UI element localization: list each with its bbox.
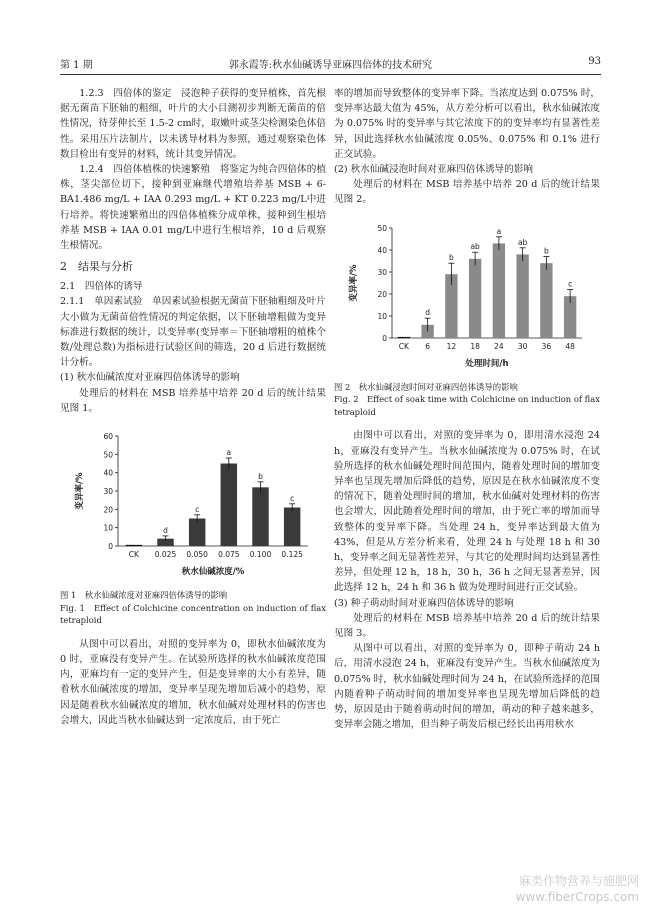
bar — [189, 519, 205, 547]
y-axis-title: 变异率/% — [349, 264, 359, 302]
y-tick-label: 50 — [103, 450, 113, 460]
section-1-2-3: 1.2.3 四倍体的鉴定 浸泡种子获得的变异植株，首先根据无菌苗下胚轴的粗细，叶片的大小目测初步判断无菌苗的倍性情况，待芽伸长至 1.5-2 cm时，取嫩叶或茎尖检测染色体倍性。采用压片法制片，以未诱导材料为参照，通过观察染色体数目检出有变异的材料，统计其变异情况。 — [60, 88, 326, 160]
x-tick-label: 6 — [425, 341, 431, 351]
bar — [284, 508, 300, 547]
figure-2-caption-en: Fig. 2 Effect of soak time with Colchicine on induction of flax tetraploid — [334, 394, 600, 417]
y-tick-label: 20 — [377, 289, 387, 299]
x-tick-label: 48 — [565, 341, 575, 351]
figure-2-caption-cn: 图 2 秋水仙碱浸泡时间对亚麻四倍体诱导的影响 — [334, 381, 518, 392]
item-2-text: 处理后的材料在 MSB 培养基中培养 20 d 后的统计结果见图 2。 — [334, 179, 600, 206]
running-title: 郭永霞等:秋水仙碱诱导亚麻四倍体的技术研究 — [228, 60, 433, 71]
significance-letter: d — [163, 525, 168, 535]
figure-1-caption-cn: 图 1 秋水仙碱浓度对亚麻四倍体诱导的影响 — [60, 590, 228, 601]
section-2-heading: 2 结果与分析 — [60, 260, 133, 274]
page-number: 93 — [588, 56, 601, 67]
x-tick-label: CK — [128, 550, 139, 560]
issue-number: 第 1 期 — [60, 60, 93, 71]
watermark-line-1: 麻类作物营养与施肥网 — [518, 874, 639, 888]
y-tick-label: 50 — [377, 223, 387, 233]
significance-letter: c — [290, 493, 295, 503]
bar — [252, 487, 268, 546]
y-tick-label: 10 — [377, 311, 387, 321]
running-header — [60, 56, 601, 74]
figure-2 — [334, 214, 600, 379]
bar — [540, 263, 552, 338]
x-tick-label: 36 — [541, 341, 552, 351]
item-3-heading: (3) 种子萌动时间对亚麻四倍体诱导的影响 — [334, 597, 514, 609]
figure-1-chart — [60, 422, 326, 582]
significance-letter: b — [543, 246, 549, 256]
item-1-heading: (1) 秋水仙碱浓度对亚麻四倍体诱导的影响 — [60, 372, 240, 384]
y-tick-label: 30 — [377, 267, 387, 277]
item-1-text: 处理后的材料在 MSB 培养基中培养 20 d 后的统计结果见图 1。 — [60, 387, 326, 414]
paragraph-item-3: 从图中可以看出，对照的变异率为 0，即种子萌动 24 h 后，用清水浸泡 24 h，亚麻没有变异产生。当秋水仙碱浓度为 0.075% 时，秋水仙碱处理时间为 24 h，在试验所选择的范围内随着种子萌动时间的增加变异率也呈现先增加后降低的趋势，原因是由于随着萌动时间的增加，萌动的种子越来越多，变异率会随之增加，但当种子萌发后根已经长出再用秋水 — [334, 643, 600, 731]
watermark — [516, 873, 639, 905]
figure-1 — [60, 422, 326, 587]
x-tick-label: 0.050 — [186, 550, 208, 560]
y-tick-label: 60 — [103, 432, 113, 442]
x-tick-label: 0.025 — [154, 550, 177, 560]
right-column — [334, 86, 600, 732]
figure-1-caption-en: Fig. 1 Effect of Colchicine concentration on induction of flax tetraploid — [60, 602, 326, 626]
bar — [516, 254, 528, 338]
significance-letter: a — [226, 448, 232, 458]
y-tick-label: 10 — [103, 523, 113, 533]
figure-2-chart — [334, 214, 600, 374]
x-axis-title: 秋水仙碱浓度/% — [181, 567, 245, 578]
paragraph-after-figure-2: 由图中可以看出，对照的变异率为 0，即用清水浸泡 24 h，亚麻没有变异产生。当秋水仙碱浓度为 0.075% 时，在试验所选择的秋水仙碱处理时间范围内，随着处理时间的增加变异率也呈现先增加后降低的趋势，原因是在秋水仙碱浓度不变的情况下，随着处理时间的增加，秋水仙碱对处理材料的伤害也会增大，因此随着处理时间的增加，由于死亡率的增加而导致整体的变异率下降。当处理 24 h，变异率达到最大值为 43%，但是从方差分析来看，处理 24 h 与处理 18 h 和 30 h，变异率之间无显著性差异，与其它的处理时间均达到显著性差异，但处理 12 h，18 h，30 h，36 h 之间无显著差异，因此选择 12 h，24 h 和 36 h 做为处理时间进行正交试验。 — [334, 430, 600, 594]
watermark-line-2: www.fiberCrops.com — [515, 890, 639, 904]
significance-letter: ab — [517, 237, 528, 247]
x-tick-label: 12 — [446, 341, 457, 351]
section-2-1-1: 2.1.1 单因素试验 单因素试验根据无菌苗下胚轴粗细及叶片大小做为无菌苗倍性情况的判定依据，以下胚轴增粗做为变异标准进行数据的统计，以变异率(变异率＝下胚轴增粗的植株个数/处理总数)为指标进行试验区间的筛选，20 d 后进行数据统计分析。 — [60, 296, 326, 369]
x-tick-label: 0.125 — [281, 550, 303, 560]
bar — [469, 258, 481, 337]
x-tick-label: CK — [398, 341, 409, 351]
x-tick-label: 0.075 — [218, 550, 240, 560]
y-tick-label: 0 — [382, 333, 387, 343]
item-3-text: 处理后的材料在 MSB 培养基中培养 20 d 后的统计结果见图 3。 — [334, 612, 600, 639]
bar — [493, 243, 505, 338]
significance-letter: b — [258, 471, 263, 481]
y-tick-label: 40 — [377, 245, 387, 255]
y-tick-label: 40 — [103, 468, 113, 478]
item-2-heading: (2) 秋水仙碱浸泡时间对亚麻四倍体诱导的影响 — [334, 164, 533, 176]
significance-letter: d — [425, 307, 431, 317]
bar — [221, 464, 237, 547]
significance-letter: c — [195, 504, 200, 514]
y-tick-label: 0 — [108, 542, 113, 552]
significance-letter: c — [568, 279, 573, 289]
significance-letter: a — [496, 226, 502, 236]
section-1-2-4: 1.2.4 四倍体植株的快速繁殖 将鉴定为纯合四倍体的植株，茎尖部位切下，接种到亚麻继代增殖培养基 MSB + 6-BA1.486 mg/L + IAA 0.293 mg/L + KT 0.223 mg/L中进行培养。将快速繁殖出的四倍体植株分成单株，接种到生根培养基 MSB + IAA 0.01 mg/L中进行生根培养，10 d 后观察生根情况。 — [60, 164, 326, 252]
significance-letter: ab — [470, 241, 480, 251]
y-axis-title: 变异率/% — [75, 472, 85, 510]
x-tick-label: 30 — [517, 341, 528, 351]
paragraph-after-figure-1: 从图中可以看出，对照的变异率为 0，即秋水仙碱浓度为 0 时，亚麻没有变异产生。在试验所选择的秋水仙碱浓度范围内，亚麻均有一定的变异产生，但是变异率的大小有差异，随着秋水仙碱浓度的增加，变异率呈现先增加后减小的趋势，原因是随着秋水仙碱浓度的增加，秋水仙碱对处理材料的伤害也会增大，因此当秋水仙碱达到一定浓度后，由于死亡 — [60, 638, 326, 726]
header-rule — [60, 74, 601, 75]
paragraph-continued: 率的增加而导致整体的变异率下降。当浓度达到 0.075% 时，变异率达最大值为 45%，从方差分析可以看出，秋水仙碱浓度为 0.075% 时的变异率与其它浓度下的的变异率均有显著性差异，因此选择秋水仙碱浓度 0.05%、0.075% 和 0.1% 进行正交试验。 — [334, 88, 600, 160]
left-column — [60, 86, 326, 728]
section-2-1-heading: 2.1 四倍体的诱导 — [60, 281, 143, 293]
x-tick-label: 24 — [494, 341, 504, 351]
x-axis-title: 处理时间/h — [465, 358, 509, 369]
x-tick-label: 18 — [470, 341, 480, 351]
significance-letter: b — [448, 252, 454, 262]
y-tick-label: 20 — [103, 505, 113, 515]
x-tick-label: 0.100 — [249, 550, 272, 560]
y-tick-label: 30 — [103, 487, 113, 497]
